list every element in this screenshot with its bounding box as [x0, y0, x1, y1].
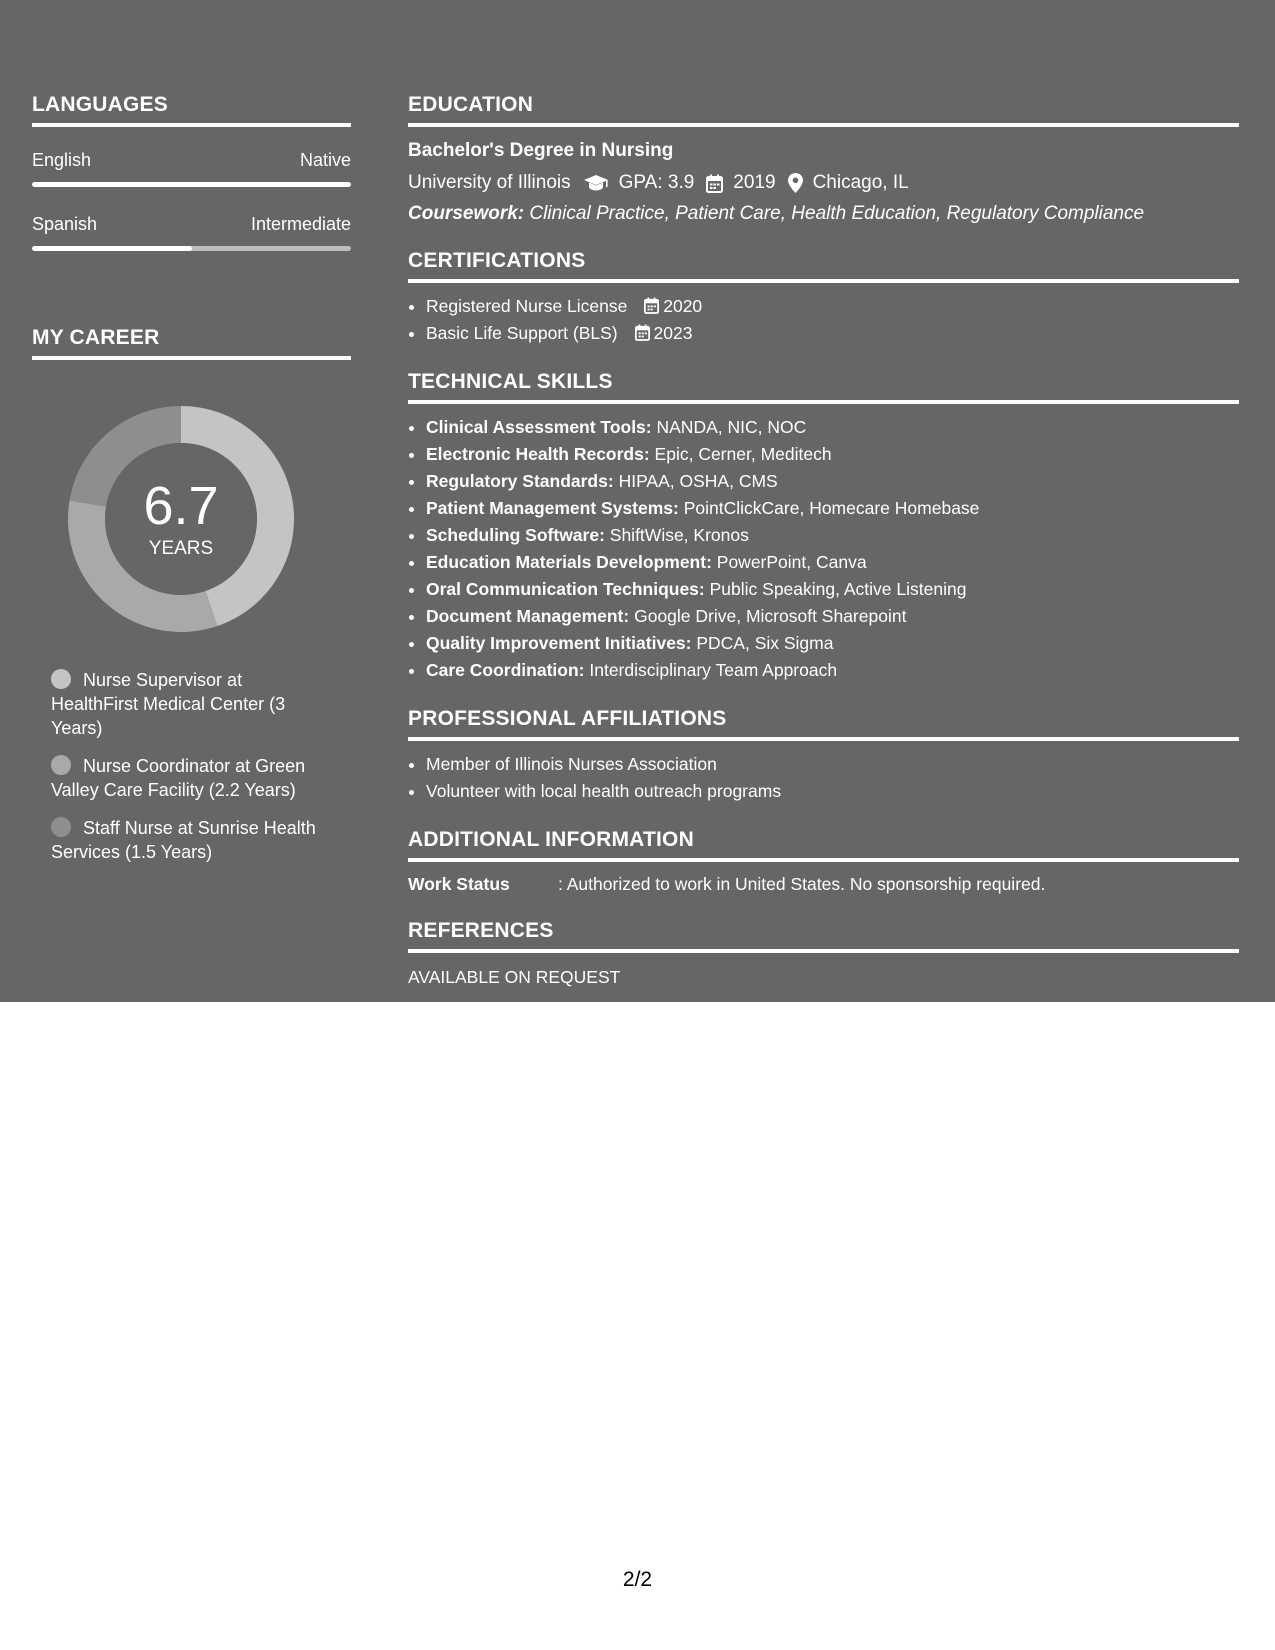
career-total-unit: YEARS: [148, 538, 214, 559]
skill-label: Quality Improvement Initiatives:: [426, 633, 692, 653]
work-status-value: : Authorized to work in United States. No sponsorship required.: [558, 874, 1046, 894]
career-total-value: 6.7: [143, 476, 219, 536]
education-gpa: GPA: 3.9: [618, 172, 695, 193]
language-bar-fill: [32, 182, 351, 187]
language-level: Intermediate: [250, 214, 351, 234]
skill-label: Scheduling Software:: [426, 525, 605, 545]
education-coursework: [408, 202, 1239, 226]
career-legend: [32, 668, 351, 864]
skills-section: [408, 369, 1239, 684]
career-title: MY CAREER: [32, 325, 351, 360]
references-text: AVAILABLE ON REQUEST: [408, 967, 621, 987]
language-name: English: [32, 150, 92, 170]
skill-item: [426, 414, 1239, 441]
skill-value: Google Drive, Microsoft Sharepoint: [634, 606, 907, 626]
skill-label: Document Management:: [426, 606, 630, 626]
language-spanish: [32, 213, 351, 251]
skill-label: Patient Management Systems:: [426, 498, 679, 518]
map-pin-icon: [788, 173, 803, 193]
skill-value: Interdisciplinary Team Approach: [589, 660, 838, 680]
references-title: REFERENCES: [408, 918, 1239, 953]
skill-value: Public Speaking, Active Listening: [709, 579, 967, 599]
language-name: Spanish: [32, 214, 98, 234]
legend-dot: [51, 755, 71, 775]
affiliation-item: • Volunteer with local health outreach programs: [426, 778, 1239, 805]
skill-item: [426, 603, 1239, 630]
languages-title: LANGUAGES: [32, 92, 351, 127]
skill-item: [426, 468, 1239, 495]
calendar-icon: [635, 324, 650, 341]
certifications-section: [408, 248, 1239, 347]
career-legend-item: [51, 754, 321, 802]
education-location: Chicago, IL: [812, 172, 909, 193]
skill-value: ShiftWise, Kronos: [609, 525, 749, 545]
career-role: Nurse Coordinator at Green Valley Care Facility (2.2 Years): [51, 756, 306, 800]
additional-section: [408, 827, 1239, 896]
skill-label: Electronic Health Records:: [426, 444, 650, 464]
skill-item: [426, 522, 1239, 549]
skill-value: PointClickCare, Homecare Homebase: [683, 498, 980, 518]
skill-label: Regulatory Standards:: [426, 471, 614, 491]
references-section: [408, 918, 1239, 989]
skill-item: [426, 576, 1239, 603]
skill-value: Epic, Cerner, Meditech: [654, 444, 832, 464]
certifications-list: [408, 293, 1239, 347]
education-degree: Bachelor's Degree in Nursing: [408, 140, 674, 161]
certification-name: Registered Nurse License: [426, 296, 628, 316]
calendar-icon: [644, 297, 659, 314]
certification-item: [426, 320, 1239, 347]
career-legend-item: [51, 668, 321, 740]
legend-dot: [51, 669, 71, 689]
coursework-label: Coursework:: [408, 203, 525, 224]
language-level: Native: [299, 150, 351, 170]
education-school: University of Illinois: [408, 172, 571, 193]
work-status-row: [408, 872, 1239, 896]
skill-value: HIPAA, OSHA, CMS: [618, 471, 778, 491]
affiliation-item: • Member of Illinois Nurses Association: [426, 751, 1239, 778]
skill-value: PDCA, Six Sigma: [696, 633, 834, 653]
right-column: [408, 92, 1239, 989]
career-donut-chart: [66, 404, 296, 634]
skill-item: [426, 657, 1239, 684]
career-role: Nurse Supervisor at HealthFirst Medical Center (3 Years): [51, 670, 286, 738]
page-number: 2/2: [622, 1568, 653, 1591]
career-role: Staff Nurse at Sunrise Health Services (1.5 Years): [51, 818, 316, 862]
skill-label: Oral Communication Techniques:: [426, 579, 705, 599]
certification-name: Basic Life Support (BLS): [426, 323, 618, 343]
language-english: [32, 149, 351, 187]
skill-item: [426, 630, 1239, 657]
skills-title: TECHNICAL SKILLS: [408, 369, 1239, 404]
affiliations-section: [408, 706, 1239, 805]
affiliations-list: [408, 751, 1239, 805]
skill-value: NANDA, NIC, NOC: [656, 417, 807, 437]
left-column: [32, 92, 351, 878]
language-bar: [32, 182, 351, 187]
career-legend-item: [51, 816, 321, 864]
language-bar-fill: [32, 246, 192, 251]
education-meta: [408, 171, 1239, 195]
skill-value: PowerPoint, Canva: [716, 552, 867, 572]
skill-item: [426, 549, 1239, 576]
certifications-title: CERTIFICATIONS: [408, 248, 1239, 283]
skills-list: [408, 414, 1239, 684]
certification-year: 2020: [663, 296, 703, 316]
additional-title: ADDITIONAL INFORMATION: [408, 827, 1239, 862]
calendar-icon: [706, 174, 723, 193]
certification-year: 2023: [653, 323, 693, 343]
education-title: EDUCATION: [408, 92, 1239, 127]
skill-item: [426, 495, 1239, 522]
affiliations-title: PROFESSIONAL AFFILIATIONS: [408, 706, 1239, 741]
skill-label: Care Coordination:: [426, 660, 585, 680]
skill-label: Clinical Assessment Tools:: [426, 417, 652, 437]
graduation-cap-icon: [583, 174, 609, 192]
language-bar: [32, 246, 351, 251]
legend-dot: [51, 817, 71, 837]
education-year: 2019: [733, 172, 776, 193]
skill-label: Education Materials Development:: [426, 552, 712, 572]
certification-item: [426, 293, 1239, 320]
skill-item: [426, 441, 1239, 468]
work-status-label: Work Status: [408, 874, 510, 894]
coursework-text: Clinical Practice, Patient Care, Health Education, Regulatory Compliance: [529, 203, 1145, 224]
